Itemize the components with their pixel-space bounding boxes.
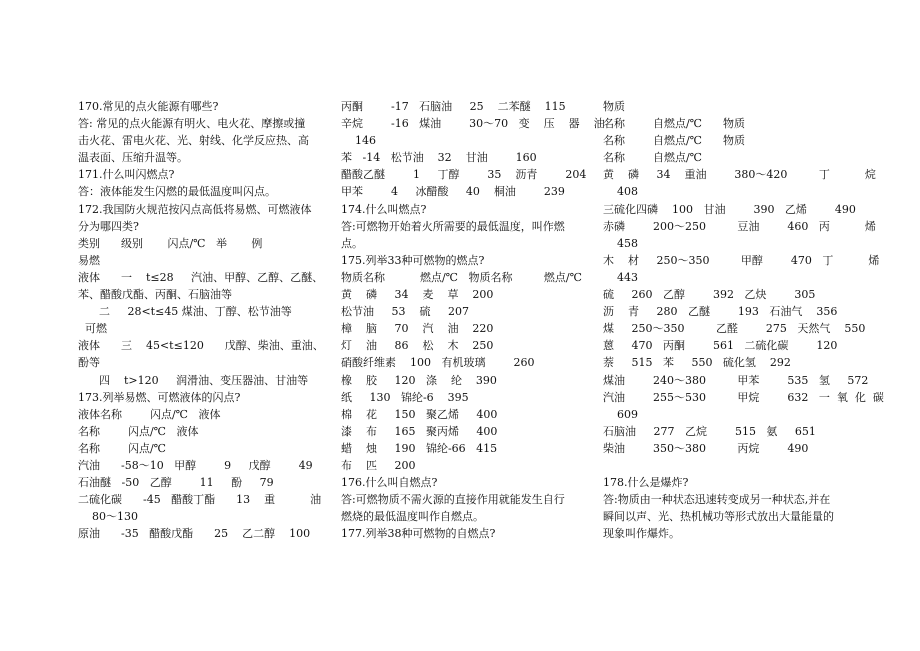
text-line: 名称 自燃点/℃ 物质 bbox=[603, 117, 745, 131]
text-line: 蜡 烛 190 锦纶-66 415 bbox=[341, 441, 498, 455]
text-line: 硫 260 乙醇 392 乙炔 305 bbox=[603, 288, 816, 302]
text-column-2 bbox=[341, 98, 605, 542]
text-line: 液体 一 t≤28 汽油、甲醇、乙醇、乙醚、 bbox=[78, 270, 324, 284]
text-line: 可燃 bbox=[78, 322, 107, 336]
text-line: 80～130 bbox=[78, 510, 138, 524]
text-line: 答:可燃物开始着火所需要的最低温度，叫作燃 bbox=[341, 219, 565, 233]
text-line: 原油 -35 醋酸戊酯 25 乙二醇 100 bbox=[78, 527, 311, 541]
text-line: 171.什么叫闪燃点? bbox=[78, 168, 175, 182]
text-line: 分为哪四类? bbox=[78, 219, 139, 233]
text-line: 汽油 255～530 甲烷 632 一 氧 化 碳 bbox=[603, 390, 884, 404]
text-line: 答：液体能发生闪燃的最低温度叫闪点。 bbox=[78, 185, 276, 199]
text-line: 答: 常见的点火能源有明火、电火花、摩擦或撞 bbox=[78, 117, 306, 131]
text-line: 击火花、雷电火花、光、射线、化学反应热、高 bbox=[78, 134, 309, 148]
text-line: 177.列举38种可燃物的自燃点? bbox=[341, 527, 496, 541]
text-line: 二硫化碳 -45 醋酸丁酯 13 重 油 bbox=[78, 493, 322, 507]
text-line: 石脑油 277 乙烷 515 氨 651 bbox=[603, 424, 816, 438]
text-line: 三硫化四磷 100 甘油 390 乙烯 490 bbox=[603, 202, 856, 216]
text-line: 液体 三 45<t≤120 戊醇、柴油、重油、 bbox=[78, 339, 324, 353]
text-line: 443 bbox=[603, 270, 638, 284]
text-line: 温表面、压缩升温等。 bbox=[78, 151, 188, 165]
text-line: 物质 bbox=[603, 100, 625, 113]
text-line: 答:物质由一种状态迅速转变成另一种状态,并在 bbox=[603, 493, 831, 507]
text-line: 178.什么是爆炸? bbox=[603, 476, 689, 490]
text-line: 木 材 250～350 甲醇 470 丁 烯 bbox=[603, 253, 880, 267]
text-line: 丙酮 -17 石脑油 25 二苯醚 115 bbox=[341, 100, 566, 113]
text-line: 石油醚 -50 乙醇 11 酚 79 bbox=[78, 476, 274, 490]
text-line: 赤磷 200～250 豆油 460 丙 烯 bbox=[603, 219, 876, 233]
text-column-1 bbox=[78, 98, 328, 542]
text-line: 苯 -14 松节油 32 甘油 160 bbox=[341, 151, 537, 165]
text-line: 黄 磷 34 麦 草 200 bbox=[341, 288, 494, 302]
text-line: 答:可燃物质不需火源的直接作用就能发生自行 bbox=[341, 493, 565, 507]
text-line: 175.列举33种可燃物的燃点? bbox=[341, 253, 485, 267]
text-line: 硝酸纤维素 100 有机玻璃 260 bbox=[341, 356, 535, 370]
text-line: 樟 脑 70 汽 油 220 bbox=[341, 322, 494, 336]
text-line: 沥 青 280 乙醚 193 石油气 356 bbox=[603, 305, 838, 319]
text-line bbox=[603, 457, 845, 474]
text-line: 146 bbox=[341, 134, 376, 148]
text-line: 棉 花 150 聚乙烯 400 bbox=[341, 407, 498, 421]
text-line: 408 bbox=[603, 185, 638, 199]
text-line: 172.我国防火规范按闪点高低将易燃、可燃液体 bbox=[78, 202, 312, 216]
text-line: 松节油 53 硫 207 bbox=[341, 305, 469, 319]
text-line: 173.列举易燃、可燃液体的闪点? bbox=[78, 390, 241, 404]
text-line: 458 bbox=[603, 236, 638, 250]
text-line: 黄 磷 34 重油 380～420 丁 烷 bbox=[603, 168, 876, 182]
text-line: 蒽 470 丙酮 561 二硫化碳 120 bbox=[603, 339, 838, 353]
text-line: 漆 布 165 聚丙烯 400 bbox=[341, 424, 498, 438]
text-line: 四 t>120 润滑油、变压器油、甘油等 bbox=[78, 373, 309, 387]
text-line: 名称 自燃点/℃ 物质 bbox=[603, 134, 745, 148]
text-line: 类别 级别 闪点/℃ 举 例 bbox=[78, 236, 263, 250]
text-line: 609 bbox=[603, 407, 638, 421]
text-line: 174.什么叫燃点? bbox=[341, 202, 427, 216]
text-line: 液体名称 闪点/℃ 液体 bbox=[78, 407, 221, 421]
text-line: 甲苯 4 冰醋酸 40 桐油 239 bbox=[341, 185, 565, 199]
text-line: 灯 油 86 松 木 250 bbox=[341, 339, 494, 353]
text-line: 物质名称 燃点/℃ 物质名称 燃点/℃ bbox=[341, 270, 582, 284]
text-line: 布 匹 200 bbox=[341, 458, 416, 472]
text-line: 煤 250～350 乙醛 275 天然气 550 bbox=[603, 322, 866, 336]
text-line: 170.常见的点火能源有哪些? bbox=[78, 100, 219, 113]
text-line: 名称 闪点/℃ 液体 bbox=[78, 424, 199, 438]
text-line: 酚等 bbox=[78, 356, 100, 370]
text-line: 现象叫作爆炸。 bbox=[603, 527, 680, 541]
text-line: 醋酸乙醚 1 丁醇 35 沥青 204 bbox=[341, 168, 587, 182]
text-line: 汽油 -58～10 甲醇 9 戊醇 49 bbox=[78, 458, 313, 472]
text-line: 萘 515 苯 550 硫化氢 292 bbox=[603, 356, 791, 370]
text-line: 柴油 350～380 丙烷 490 bbox=[603, 441, 809, 455]
text-line: 瞬间以声、光、热机械功等形式放出大量能量的 bbox=[603, 510, 834, 524]
text-line: 橡 胶 120 涤 纶 390 bbox=[341, 373, 497, 387]
text-line: 点。 bbox=[341, 236, 363, 250]
text-line: 名称 自燃点/℃ bbox=[603, 151, 702, 165]
text-column-3 bbox=[603, 98, 884, 542]
text-line: 易燃 bbox=[78, 253, 100, 267]
text-line: 176.什么叫自燃点? bbox=[341, 476, 438, 490]
text-line: 辛烷 -16 煤油 30～70 变 压 器 油 bbox=[341, 117, 605, 131]
text-line: 燃烧的最低温度叫作自燃点。 bbox=[341, 510, 484, 524]
text-line: 纸 130 锦纶-6 395 bbox=[341, 390, 469, 404]
text-line: 名称 闪点/℃ bbox=[78, 441, 166, 455]
text-line: 二 28<t≤45 煤油、丁醇、松节油等 bbox=[78, 305, 292, 319]
text-line: 煤油 240～380 甲苯 535 氢 572 bbox=[603, 373, 869, 387]
text-line: 苯、醋酸戊酯、丙酮、石脑油等 bbox=[78, 288, 232, 302]
